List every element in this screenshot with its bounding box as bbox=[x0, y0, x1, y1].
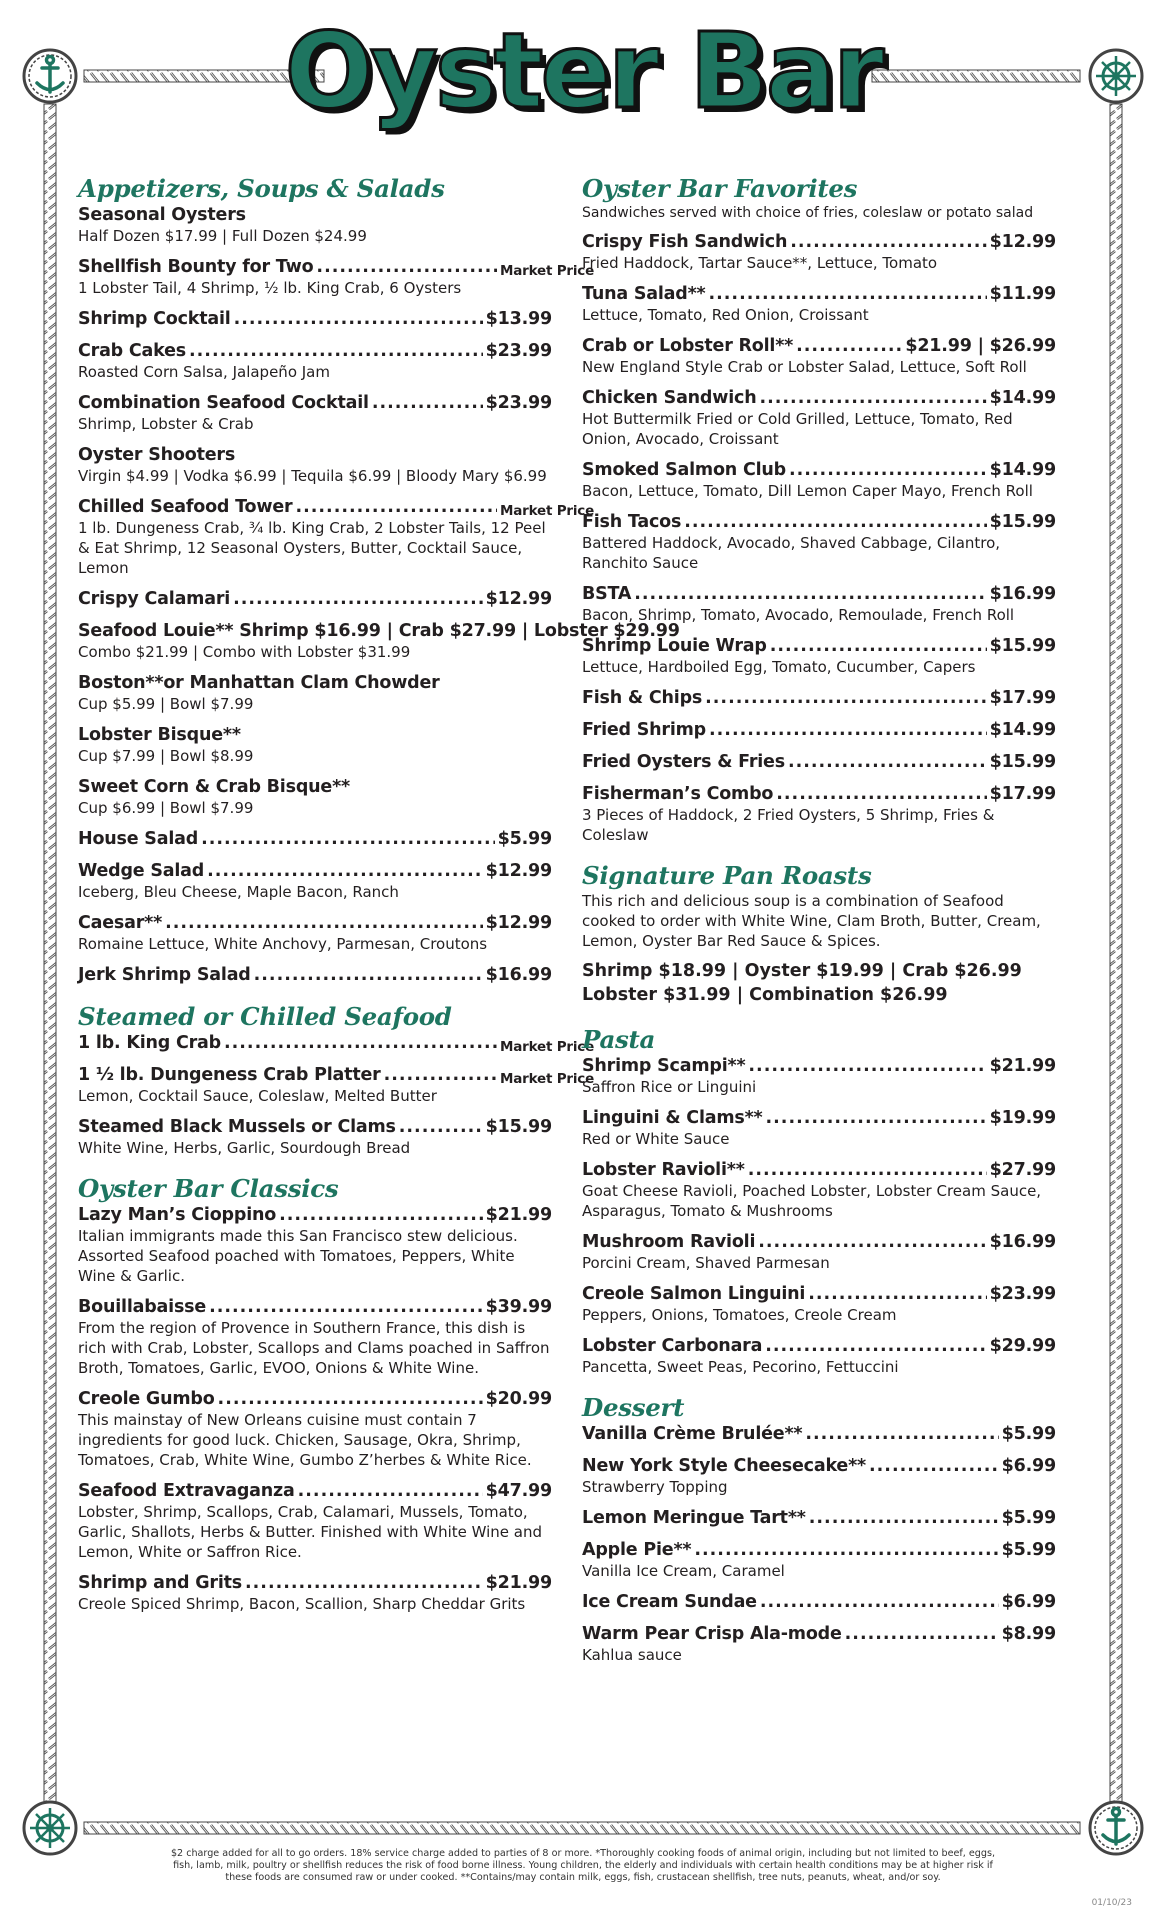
menu-item-price: $12.99 bbox=[485, 589, 552, 609]
menu-item-price: $12.99 bbox=[989, 232, 1056, 252]
leader-dots bbox=[805, 1423, 998, 1445]
menu-item-description: Fried Haddock, Tartar Sauce**, Lettuce, Tomato bbox=[582, 254, 938, 272]
menu-item-price: Market Price bbox=[500, 1039, 595, 1055]
menu-item-name: Smoked Salmon Club bbox=[582, 460, 786, 480]
menu-item bbox=[78, 444, 552, 486]
menu-item-price: $14.99 bbox=[989, 388, 1056, 408]
menu-item bbox=[78, 256, 595, 298]
anchor-icon bbox=[1090, 1802, 1142, 1854]
menu-item-row bbox=[78, 308, 552, 330]
menu-item-price: $19.99 bbox=[989, 1108, 1056, 1128]
leader-dots bbox=[233, 588, 483, 610]
menu-item-row bbox=[78, 1480, 552, 1502]
leader-dots bbox=[705, 687, 987, 709]
menu-item-name: Seasonal Oysters bbox=[78, 205, 246, 225]
menu-item-row bbox=[78, 828, 552, 850]
menu-item-name: BSTA bbox=[582, 584, 632, 604]
menu-item-row bbox=[582, 459, 1056, 481]
menu-item bbox=[78, 340, 552, 382]
leader-dots bbox=[760, 1591, 999, 1613]
menu-item-row bbox=[78, 1116, 552, 1138]
menu-item bbox=[78, 724, 552, 766]
leader-dots bbox=[709, 719, 987, 741]
leader-dots bbox=[224, 1032, 497, 1054]
pan-roast-description: This rich and delicious soup is a combination of Seafood cooked to order with White Wine, Clam Broth, Butter, Cream, Lemon, Oyster Bar Red Sauce & Spices. bbox=[582, 892, 1041, 950]
leader-dots bbox=[789, 459, 987, 481]
menu-item bbox=[582, 283, 1056, 325]
menu-item-price: $15.99 bbox=[989, 512, 1056, 532]
menu-item-description: Battered Haddock, Avocado, Shaved Cabbage, Cilantro, Ranchito Sauce bbox=[582, 534, 1001, 572]
menu-item-row bbox=[582, 1539, 1056, 1561]
leader-dots bbox=[748, 1055, 986, 1077]
menu-item bbox=[582, 635, 1056, 677]
menu-item-name: Wedge Salad bbox=[78, 861, 205, 881]
menu-item-name: Lobster Carbonara bbox=[582, 1336, 763, 1356]
menu-item-description: Saffron Rice or Linguini bbox=[582, 1078, 757, 1096]
section-note: Sandwiches served with choice of fries, coleslaw or potato salad bbox=[582, 205, 1034, 221]
menu-item-row bbox=[582, 1231, 1056, 1253]
menu-item-row bbox=[78, 860, 552, 882]
menu-item-name: Ice Cream Sundae bbox=[582, 1592, 757, 1612]
page-title: Oyster Bar bbox=[284, 10, 882, 132]
menu-item-description: Kahlua sauce bbox=[582, 1646, 682, 1664]
leader-dots bbox=[165, 912, 483, 934]
menu-item bbox=[582, 1283, 1056, 1325]
menu-item-row bbox=[78, 204, 552, 226]
leader-dots bbox=[845, 1623, 999, 1645]
menu-item-price: $5.99 bbox=[1001, 1540, 1056, 1560]
leader-dots bbox=[758, 1231, 986, 1253]
menu-item-name: Shrimp Cocktail bbox=[78, 309, 231, 329]
menu-item-price: $21.99 bbox=[485, 1573, 552, 1593]
menu-item-row bbox=[582, 751, 1056, 773]
leader-dots bbox=[766, 1107, 987, 1129]
menu-item-price: $16.99 bbox=[989, 1232, 1056, 1252]
menu-item-price: $5.99 bbox=[1001, 1508, 1056, 1528]
menu-item-price: $21.99 bbox=[485, 1205, 552, 1225]
menu-item bbox=[582, 1623, 1056, 1665]
menu-item-description: Lobster, Shrimp, Scallops, Crab, Calamari, Mussels, Tomato, Garlic, Shallots, Herbs & Butter. Finished with White Wine and Lemon, White or Saffron Rice. bbox=[78, 1503, 543, 1561]
menu-item-name: Bouillabaisse bbox=[78, 1297, 207, 1317]
menu-item-price: $13.99 bbox=[485, 309, 552, 329]
menu-item bbox=[582, 387, 1056, 449]
menu-item-row bbox=[78, 1572, 552, 1594]
menu-item-price: $29.99 bbox=[989, 1336, 1056, 1356]
leader-dots bbox=[708, 283, 986, 305]
section-heading: Dessert bbox=[582, 1393, 685, 1422]
menu-item-row bbox=[582, 387, 1056, 409]
menu-item bbox=[78, 1296, 552, 1378]
menu-item-description: Creole Spiced Shrimp, Bacon, Scallion, Sharp Cheddar Grits bbox=[78, 1595, 526, 1613]
menu-item bbox=[582, 751, 1056, 773]
menu-item-description: Half Dozen $17.99 | Full Dozen $24.99 bbox=[78, 227, 367, 245]
menu-item-description: Cup $5.99 | Bowl $7.99 bbox=[78, 695, 254, 713]
menu-item-price: $15.99 bbox=[989, 636, 1056, 656]
menu-item bbox=[78, 828, 552, 850]
menu-item bbox=[582, 459, 1056, 501]
menu-item-row bbox=[78, 620, 680, 642]
menu-item-price: $6.99 bbox=[1001, 1456, 1056, 1476]
menu-item-description: Lettuce, Hardboiled Egg, Tomato, Cucumber, Capers bbox=[582, 658, 976, 676]
leader-dots bbox=[218, 1388, 483, 1410]
menu-item-price: $5.99 bbox=[497, 829, 552, 849]
menu-item-description: Pancetta, Sweet Peas, Pecorino, Fettuccini bbox=[582, 1358, 899, 1376]
menu-item-name: Crab or Lobster Roll** bbox=[582, 336, 794, 356]
menu-item bbox=[582, 231, 1056, 273]
leader-dots bbox=[776, 783, 986, 805]
leader-dots bbox=[770, 635, 987, 657]
menu-item-name: New York Style Cheesecake** bbox=[582, 1456, 867, 1476]
menu-item-row bbox=[78, 912, 552, 934]
menu-item-description: 1 lb. Dungeness Crab, ¾ lb. King Crab, 2 Lobster Tails, 12 Peel & Eat Shrimp, 12 Seasonal Oysters, Butter, Cocktail Sauce, Lemon bbox=[78, 519, 546, 577]
menu-item-price: $17.99 bbox=[989, 784, 1056, 804]
menu-item-description: From the region of Provence in Southern France, this dish is rich with Crab, Lobster, Scallops and Clams poached in Saffron Broth, Tomatoes, Garlic, EVOO, Onions & White Wine. bbox=[78, 1319, 550, 1377]
menu-item-row bbox=[582, 1591, 1056, 1613]
menu-item bbox=[78, 912, 552, 954]
menu-item-name: Lazy Man’s Cioppino bbox=[78, 1205, 277, 1225]
menu-item-description: White Wine, Herbs, Garlic, Sourdough Bread bbox=[78, 1139, 411, 1157]
section-heading: Signature Pan Roasts bbox=[582, 861, 872, 890]
menu-item-price: $39.99 bbox=[485, 1297, 552, 1317]
leader-dots bbox=[759, 387, 986, 409]
menu-item-name: Shrimp Scampi** bbox=[582, 1056, 746, 1076]
menu-item-name: Creole Salmon Linguini bbox=[582, 1284, 806, 1304]
menu-item bbox=[78, 1572, 552, 1614]
menu-item-name: Boston**or Manhattan Clam Chowder bbox=[78, 673, 440, 693]
menu-item bbox=[78, 1116, 552, 1158]
menu-item-row bbox=[582, 335, 1056, 357]
menu-item bbox=[78, 308, 552, 330]
menu-item-name: Shrimp Louie Wrap bbox=[582, 636, 767, 656]
menu-item bbox=[582, 1231, 1056, 1273]
menu-item-price: Market Price bbox=[500, 1071, 595, 1087]
menu-item-price: $21.99 | $26.99 bbox=[905, 336, 1056, 356]
menu-item-row bbox=[582, 1623, 1056, 1645]
menu-item-description: Iceberg, Bleu Cheese, Maple Bacon, Ranch bbox=[78, 883, 399, 901]
menu-item bbox=[582, 335, 1056, 377]
menu-item-description: Lemon, Cocktail Sauce, Coleslaw, Melted Butter bbox=[78, 1087, 437, 1105]
menu-item-row bbox=[78, 496, 595, 519]
leader-dots bbox=[209, 1296, 483, 1318]
menu-item bbox=[78, 1032, 595, 1055]
menu-item-row bbox=[78, 1204, 552, 1226]
menu-item-row bbox=[582, 783, 1056, 805]
leader-dots bbox=[245, 1572, 483, 1594]
leader-dots bbox=[254, 964, 483, 986]
menu-item-name: Lemon Meringue Tart** bbox=[582, 1508, 806, 1528]
menu-item-description: 1 Lobster Tail, 4 Shrimp, ½ lb. King Crab, 6 Oysters bbox=[78, 279, 462, 297]
leader-dots bbox=[694, 1539, 998, 1561]
menu-item-name: Lobster Bisque** bbox=[78, 725, 241, 745]
menu-item-price: $16.99 bbox=[485, 965, 552, 985]
menu-item-description: Bacon, Shrimp, Tomato, Avocado, Remoulade, French Roll bbox=[582, 606, 1015, 624]
menu-item-name: Seafood Louie** Shrimp $16.99 | Crab $27.99 | Lobster $29.99 bbox=[78, 621, 680, 641]
menu-item-name: Chilled Seafood Tower bbox=[78, 497, 293, 517]
menu-item-price: $21.99 bbox=[989, 1056, 1056, 1076]
menu-item-name: Creole Gumbo bbox=[78, 1389, 215, 1409]
menu-item bbox=[582, 1055, 1056, 1097]
menu-item-price: Market Price bbox=[500, 263, 595, 279]
menu-item bbox=[582, 687, 1056, 709]
menu-item-name: Combination Seafood Cocktail bbox=[78, 393, 369, 413]
menu-item-row bbox=[582, 511, 1056, 533]
menu-item-name: Mushroom Ravioli bbox=[582, 1232, 756, 1252]
menu-item-description: Peppers, Onions, Tomatoes, Creole Cream bbox=[582, 1306, 897, 1324]
menu-item-price: $23.99 bbox=[485, 393, 552, 413]
menu-item-description: Bacon, Lettuce, Tomato, Dill Lemon Caper Mayo, French Roll bbox=[582, 482, 1033, 500]
pan-roast-line: Lobster $31.99 | Combination $26.99 bbox=[582, 985, 948, 1005]
menu-item-price: $12.99 bbox=[485, 913, 552, 933]
menu-item-description: 3 Pieces of Haddock, 2 Fried Oysters, 5 Shrimp, Fries & Coleslaw bbox=[582, 806, 995, 844]
menu-item-price: Market Price bbox=[500, 503, 595, 519]
leader-dots bbox=[234, 308, 483, 330]
menu-item-price: $5.99 bbox=[1001, 1424, 1056, 1444]
leader-dots bbox=[207, 860, 483, 882]
menu-item-row bbox=[78, 392, 552, 414]
leader-dots bbox=[684, 511, 986, 533]
menu-item bbox=[582, 783, 1056, 845]
menu-item bbox=[582, 1107, 1056, 1149]
menu-item-name: Tuna Salad** bbox=[582, 284, 706, 304]
menu-item-row bbox=[78, 724, 552, 746]
menu-item bbox=[78, 964, 552, 986]
menu-item-price: $12.99 bbox=[485, 861, 552, 881]
menu-item bbox=[78, 776, 552, 818]
menu-item-description: New England Style Crab or Lobster Salad, Lettuce, Soft Roll bbox=[582, 358, 1027, 376]
menu-item-price: $47.99 bbox=[485, 1481, 552, 1501]
menu-item bbox=[78, 496, 595, 578]
menu-item-row bbox=[78, 1064, 595, 1087]
pan-roast-prices bbox=[582, 959, 1056, 1007]
menu-item bbox=[582, 1335, 1056, 1377]
leader-dots bbox=[790, 231, 986, 253]
menu-item-name: 1 ½ lb. Dungeness Crab Platter bbox=[78, 1065, 381, 1085]
menu-item-row bbox=[78, 256, 595, 279]
leader-dots bbox=[189, 340, 483, 362]
menu-item-description: Virgin $4.99 | Vodka $6.99 | Tequila $6.99 | Bloody Mary $6.99 bbox=[78, 467, 547, 485]
leader-dots bbox=[399, 1116, 483, 1138]
menu-item-price: $6.99 bbox=[1001, 1592, 1056, 1612]
menu-item bbox=[582, 1591, 1056, 1613]
menu-item-row bbox=[78, 1388, 552, 1410]
menu-item-price: $15.99 bbox=[485, 1117, 552, 1137]
section-heading: Oyster Bar Classics bbox=[78, 1174, 339, 1203]
menu-item-price: $8.99 bbox=[1001, 1624, 1056, 1644]
leader-dots bbox=[279, 1204, 483, 1226]
menu-item-name: Steamed Black Mussels or Clams bbox=[78, 1117, 396, 1137]
leader-dots bbox=[748, 1159, 987, 1181]
menu-right-column bbox=[582, 174, 1056, 1675]
menu-item-name: Crispy Calamari bbox=[78, 589, 231, 609]
menu-item-row bbox=[582, 635, 1056, 657]
menu-item-name: Linguini & Clams** bbox=[582, 1108, 763, 1128]
menu-item-row bbox=[78, 672, 552, 694]
menu-item-name: Fisherman’s Combo bbox=[582, 784, 774, 804]
menu-item-price: $16.99 bbox=[989, 584, 1056, 604]
section-heading: Oyster Bar Favorites bbox=[582, 174, 858, 203]
menu-item-row bbox=[582, 687, 1056, 709]
leader-dots bbox=[788, 751, 987, 773]
disclaimer: $2 charge added for all to go orders. 18% service charge added to parties of 8 or more. *Thoroughly cooking foods of animal origin, including but not limited to beef, eggs, fish, lamb, milk, poultry or shellfish reduces the risk of food borne illness. Young children, the elderly and individuals with certain health conditions may be at higher risk if these foods are consumed raw or under cooked. **Contains/may contain milk, eggs, fish, crustacean shellfish, tree nuts, peanuts, wheat, and/or soy. bbox=[170, 1848, 996, 1883]
menu-item-name: Warm Pear Crisp Ala-mode bbox=[582, 1624, 842, 1644]
leader-dots bbox=[808, 1283, 986, 1305]
menu-item-name: Shrimp and Grits bbox=[78, 1573, 243, 1593]
menu-item-row bbox=[78, 964, 552, 986]
menu-item-row bbox=[582, 283, 1056, 305]
leader-dots bbox=[316, 256, 497, 278]
menu-item-row bbox=[582, 1507, 1056, 1529]
menu-item-row bbox=[582, 1335, 1056, 1357]
menu-item-price: $20.99 bbox=[485, 1389, 552, 1409]
menu-item bbox=[78, 1064, 595, 1106]
menu-item-description: Italian immigrants made this San Francisco stew delicious. Assorted Seafood poached with Tomatoes, Peppers, White Wine & Garlic. bbox=[78, 1227, 518, 1285]
menu-item-name: Crispy Fish Sandwich bbox=[582, 232, 788, 252]
menu-item-row bbox=[582, 1107, 1056, 1129]
leader-dots bbox=[869, 1455, 999, 1477]
section-heading: Steamed or Chilled Seafood bbox=[78, 1002, 452, 1031]
menu-item-description: Red or White Sauce bbox=[582, 1130, 730, 1148]
pan-roast-line: Shrimp $18.99 | Oyster $19.99 | Crab $26.99 bbox=[582, 961, 1022, 981]
menu-item bbox=[78, 1388, 552, 1470]
menu-item-row bbox=[78, 776, 552, 798]
menu-item-name: Apple Pie** bbox=[582, 1540, 692, 1560]
menu-item bbox=[582, 1507, 1056, 1529]
leader-dots bbox=[295, 496, 497, 518]
leader-dots bbox=[372, 392, 483, 414]
menu-item-price: $27.99 bbox=[989, 1160, 1056, 1180]
menu-item-name: Chicken Sandwich bbox=[582, 388, 757, 408]
menu-item-description: Lettuce, Tomato, Red Onion, Croissant bbox=[582, 306, 869, 324]
menu-item-row bbox=[78, 444, 552, 466]
menu-item-description: Strawberry Topping bbox=[582, 1478, 728, 1496]
menu-item-name: Crab Cakes bbox=[78, 341, 187, 361]
menu-item-name: 1 lb. King Crab bbox=[78, 1033, 221, 1053]
menu-item bbox=[582, 583, 1056, 625]
menu-item-description: Romaine Lettuce, White Anchovy, Parmesan, Croutons bbox=[78, 935, 488, 953]
menu-item-row bbox=[582, 231, 1056, 253]
leader-dots bbox=[298, 1480, 483, 1502]
menu-item-name: Oyster Shooters bbox=[78, 445, 236, 465]
menu-item-description: Hot Buttermilk Fried or Cold Grilled, Lettuce, Tomato, Red Onion, Avocado, Croissant bbox=[582, 410, 1013, 448]
menu-item-description: Cup $6.99 | Bowl $7.99 bbox=[78, 799, 254, 817]
menu-item bbox=[78, 1480, 552, 1562]
menu-item-row bbox=[78, 588, 552, 610]
menu-item-name: Fried Oysters & Fries bbox=[582, 752, 785, 772]
menu-item-row bbox=[582, 1159, 1056, 1181]
menu-item-price: $23.99 bbox=[989, 1284, 1056, 1304]
menu-item bbox=[78, 392, 552, 434]
menu-item bbox=[582, 511, 1056, 573]
menu-item bbox=[582, 1539, 1056, 1581]
menu-item-description: Cup $7.99 | Bowl $8.99 bbox=[78, 747, 254, 765]
menu-item-name: Seafood Extravaganza bbox=[78, 1481, 295, 1501]
ship-wheel-icon bbox=[24, 1802, 76, 1854]
menu-item-description: Vanilla Ice Cream, Caramel bbox=[582, 1562, 785, 1580]
menu-item bbox=[78, 588, 552, 610]
leader-dots bbox=[765, 1335, 986, 1357]
menu-item-name: Fish Tacos bbox=[582, 512, 682, 532]
menu-item-row bbox=[582, 719, 1056, 741]
menu-item-price: $15.99 bbox=[989, 752, 1056, 772]
menu-item-name: Caesar** bbox=[78, 913, 163, 933]
menu-item-row bbox=[78, 1296, 552, 1318]
leader-dots bbox=[796, 335, 902, 357]
menu-item-price: $23.99 bbox=[485, 341, 552, 361]
menu-item-row bbox=[582, 583, 1056, 605]
menu-item bbox=[78, 860, 552, 902]
menu-item-price: $17.99 bbox=[989, 688, 1056, 708]
leader-dots bbox=[201, 828, 495, 850]
section-heading: Appetizers, Soups & Salads bbox=[78, 174, 445, 203]
menu-item bbox=[582, 1423, 1056, 1445]
menu-item-description: Shrimp, Lobster & Crab bbox=[78, 415, 254, 433]
menu-item bbox=[582, 1455, 1056, 1497]
section-heading: Pasta bbox=[582, 1025, 656, 1054]
menu-item-name: Fish & Chips bbox=[582, 688, 703, 708]
revision-code: 01/10/23 bbox=[1091, 1898, 1132, 1908]
menu-item-description: Goat Cheese Ravioli, Poached Lobster, Lobster Cream Sauce, Asparagus, Tomato & Mushrooms bbox=[582, 1182, 1042, 1220]
menu-item-name: Lobster Ravioli** bbox=[582, 1160, 745, 1180]
menu-item-name: Fried Shrimp bbox=[582, 720, 707, 740]
menu-item-row bbox=[582, 1283, 1056, 1305]
menu-item-description: Combo $21.99 | Combo with Lobster $31.99 bbox=[78, 643, 411, 661]
menu-item-name: Shellfish Bounty for Two bbox=[78, 257, 314, 277]
menu-item-name: Sweet Corn & Crab Bisque** bbox=[78, 777, 350, 797]
menu-item-row bbox=[78, 340, 552, 362]
menu-item-row bbox=[582, 1423, 1056, 1445]
menu-item-price: $11.99 bbox=[989, 284, 1056, 304]
menu-item bbox=[582, 1159, 1056, 1221]
menu-item bbox=[582, 719, 1056, 741]
leader-dots bbox=[384, 1064, 497, 1086]
leader-dots bbox=[809, 1507, 999, 1529]
menu-item-price: $14.99 bbox=[989, 460, 1056, 480]
menu-item-row bbox=[582, 1455, 1056, 1477]
menu-item-description: Roasted Corn Salsa, Jalapeño Jam bbox=[78, 363, 330, 381]
leader-dots bbox=[634, 583, 986, 605]
menu-item-row bbox=[582, 1055, 1056, 1077]
menu-item-name: Vanilla Crème Brulée** bbox=[582, 1424, 803, 1444]
menu-item-name: Jerk Shrimp Salad bbox=[78, 965, 251, 985]
menu-item bbox=[78, 672, 552, 714]
menu-item-price: $14.99 bbox=[989, 720, 1056, 740]
menu-item-description: This mainstay of New Orleans cuisine must contain 7 ingredients for good luck. Chicken, Sausage, Okra, Shrimp, Tomatoes, Crab, White Wine, Gumbo Z’herbes & White Rice. bbox=[78, 1411, 532, 1469]
menu-item bbox=[78, 1204, 552, 1286]
menu-item-description: Porcini Cream, Shaved Parmesan bbox=[582, 1254, 830, 1272]
menu-item-row bbox=[78, 1032, 595, 1055]
menu-item bbox=[78, 204, 552, 246]
menu-item-name: House Salad bbox=[78, 829, 199, 849]
